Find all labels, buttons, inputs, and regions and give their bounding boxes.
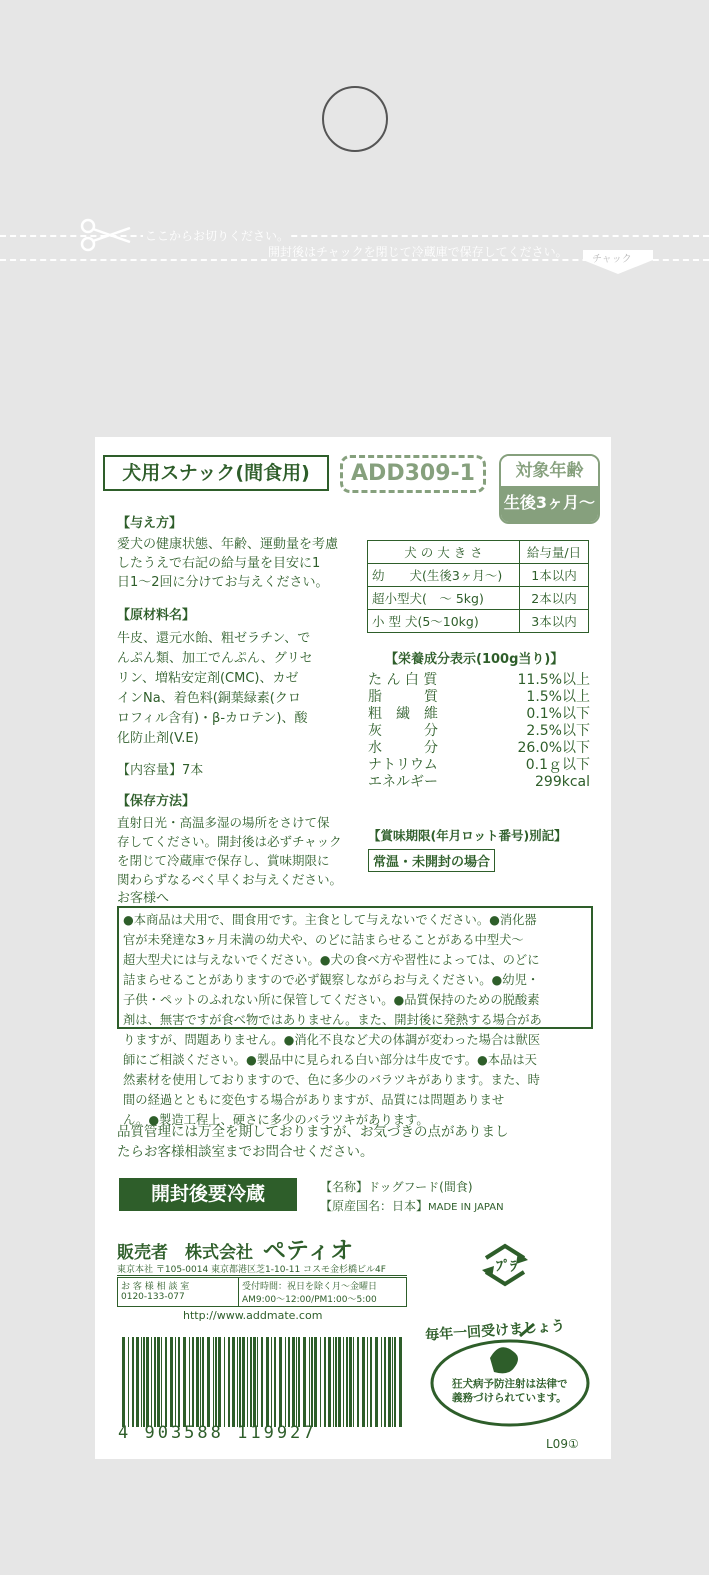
barcode-bar bbox=[154, 1337, 156, 1427]
nutrition-table bbox=[368, 672, 590, 791]
barcode-bar bbox=[122, 1337, 125, 1427]
nutrition-row: ナトリウム 0.1ｇ以下 bbox=[368, 757, 590, 773]
barcode bbox=[118, 1337, 406, 1427]
barcode-bar bbox=[136, 1337, 139, 1427]
table-header-row: 犬 の 大 き さ 給与量/日 bbox=[368, 541, 589, 564]
seller-address: 東京本社 〒105-0014 東京都港区芝1-10-11 コスモ金杉橋ビル4F bbox=[117, 1262, 407, 1276]
barcode-bar bbox=[285, 1337, 286, 1427]
nutrition-row: 粗 繊 維 0.1%以下 bbox=[368, 706, 590, 722]
barcode-bar bbox=[309, 1337, 310, 1427]
barcode-bar bbox=[165, 1337, 167, 1427]
barcode-number: 4 903588 119927 bbox=[118, 1423, 317, 1443]
barcode-bar bbox=[146, 1337, 149, 1427]
lot-code: L09① bbox=[546, 1437, 579, 1451]
barcode-bar bbox=[196, 1337, 199, 1427]
product-info bbox=[320, 1178, 504, 1217]
barcode-bar bbox=[279, 1337, 282, 1427]
product-name: 【名称】ドッグフード(間食) bbox=[320, 1180, 473, 1194]
barcode-bar bbox=[175, 1337, 176, 1427]
feeding-text: 愛犬の健康状態、年齢、運動量を考慮 したうえで右記の給与量を目安に1 日1〜2回に分けてお与えください。 bbox=[117, 537, 339, 590]
barcode-bar bbox=[392, 1337, 393, 1427]
brand-name: ペティオ bbox=[262, 1238, 354, 1264]
vaccination-slogan: 毎年一回受けましょう bbox=[424, 1318, 566, 1344]
barcode-bar bbox=[343, 1337, 344, 1427]
expiry-label: 【賞味期限(年月ロット番号)別記】 bbox=[368, 828, 567, 843]
nutrition-row: エネルギー 299kcal bbox=[368, 774, 590, 790]
barcode-bar bbox=[253, 1337, 256, 1427]
barcode-bar bbox=[338, 1337, 341, 1427]
barcode-bar bbox=[237, 1337, 238, 1427]
barcode-bar bbox=[384, 1337, 386, 1427]
origin-line: 【原産国名：日本】MADE IN JAPAN bbox=[320, 1199, 504, 1213]
barcode-bar bbox=[200, 1337, 201, 1427]
vaccination-text: 狂犬病予防注射は法律で 義務づけられています。 bbox=[452, 1378, 568, 1404]
storage-condition: 常温・未開封の場合 bbox=[368, 849, 495, 872]
quality-note: 品質管理には万全を期しておりますが、お気づきの点がありまし たらお客様相談室までお問合せください。 bbox=[117, 1124, 509, 1160]
feeding-heading: 【与え方】 bbox=[117, 516, 183, 531]
barcode-bar bbox=[189, 1337, 190, 1427]
barcode-bar bbox=[298, 1337, 300, 1427]
product-title: 犬用スナック(間食用) bbox=[103, 455, 329, 491]
barcode-bar bbox=[218, 1337, 221, 1427]
nutrition-row: 灰 分 2.5%以下 bbox=[368, 723, 590, 739]
barcode-bar bbox=[157, 1337, 160, 1427]
barcode-bar bbox=[261, 1337, 263, 1427]
consult-box: お 客 様 相 談 室 0120-133-077 受付時間：祝日を除く月〜金曜日 AM9:00〜12:00/PM1:00〜5:00 bbox=[117, 1277, 407, 1307]
barcode-bar bbox=[143, 1337, 145, 1427]
zipper-note: 開封後はチャックを閉じて冷蔵庫で保存してください。 bbox=[268, 245, 568, 259]
barcode-bar bbox=[213, 1337, 214, 1427]
target-age-badge bbox=[499, 454, 600, 524]
barcode-bar bbox=[320, 1337, 321, 1427]
hang-hole bbox=[322, 86, 388, 152]
barcode-bar bbox=[367, 1337, 368, 1427]
customer-label: お客様へ bbox=[117, 891, 170, 906]
barcode-bar bbox=[349, 1337, 352, 1427]
barcode-bar bbox=[192, 1337, 194, 1427]
barcode-bar bbox=[314, 1337, 317, 1427]
barcode-bar bbox=[183, 1337, 186, 1427]
website-url: http://www.addmate.com bbox=[183, 1309, 323, 1322]
barcode-bar bbox=[207, 1337, 210, 1427]
barcode-bar bbox=[141, 1337, 142, 1427]
barcode-bar bbox=[247, 1337, 248, 1427]
barcode-bar bbox=[239, 1337, 241, 1427]
barcode-bar bbox=[362, 1337, 365, 1427]
ingredients-heading: 【原材料名】 bbox=[117, 608, 196, 623]
nutrition-row: 脂 質 1.5%以上 bbox=[368, 689, 590, 705]
nutrition-row: た ん 白 質 11.5%以上 bbox=[368, 672, 590, 688]
scissors-icon bbox=[78, 218, 134, 252]
barcode-bar bbox=[375, 1337, 378, 1427]
barcode-bar bbox=[335, 1337, 337, 1427]
product-code: ADD309-1 bbox=[340, 455, 486, 493]
barcode-bar bbox=[381, 1337, 382, 1427]
barcode-bar bbox=[357, 1337, 359, 1427]
barcode-bar bbox=[215, 1337, 217, 1427]
refrigerate-badge: 開封後要冷蔵 bbox=[119, 1178, 297, 1211]
barcode-bar bbox=[388, 1337, 391, 1427]
feeding-size-table bbox=[367, 540, 589, 633]
barcode-bar bbox=[324, 1337, 326, 1427]
caution-box: ●本商品は犬用で、間食用です。主食として与えないでください。●消化器 官が未発達な3ヶ月未満の幼犬や、のどに詰まらせることがある中型犬〜 超大型犬には与えないでください。●犬の食べ方や習性によっては、のどに 詰まらせることがありますので必ず観察しながらお与えください。●幼児・ 子供・ペットのふれない所に保管してください。●品質保持のための脱酸素 剤は、無害ですが食べ物ではありません。また、開封後に発熱する場合があ りますが、問題ありません。●消化不良など犬の体調が変わった場合は獣医 師にご相談ください。●製品中に見られる白い部分は牛皮です。●本品は天 然素材を使用しておりますので、色に多少のバラツキがあります。また、時 間の経過とともに変色する場合がありますが、品質には問題ありませ ん。●製造工程上、硬さに多少のバラツキがあります。 bbox=[117, 906, 593, 1029]
barcode-bar bbox=[228, 1337, 230, 1427]
zipper-label: チャック bbox=[592, 254, 632, 265]
cut-here-text: ここからお切りください。 bbox=[145, 229, 290, 243]
table-row: 超小型犬( 〜 5kg) 2本以内 bbox=[368, 587, 589, 610]
barcode-bar bbox=[394, 1337, 396, 1427]
left-column bbox=[117, 512, 357, 889]
barcode-bar bbox=[353, 1337, 354, 1427]
barcode-bar bbox=[296, 1337, 297, 1427]
dog-icon bbox=[490, 1347, 518, 1373]
barcode-bar bbox=[250, 1337, 252, 1427]
svg-text:ﾌﾟﾗ: ﾌﾟﾗ bbox=[496, 1259, 517, 1275]
nutrition-row: 水 分 26.0%以下 bbox=[368, 740, 590, 756]
barcode-bar bbox=[257, 1337, 258, 1427]
barcode-bar bbox=[346, 1337, 348, 1427]
storage-heading: 【保存方法】 bbox=[117, 794, 196, 809]
barcode-bar bbox=[132, 1337, 134, 1427]
storage-text: 直射日光・高温多湿の場所をさけて保 存してください。開封後は必ずチャック を閉じて冷蔵庫で保存し、賞味期限に 関わらずなるべく早くお与えください。 bbox=[117, 815, 343, 887]
barcode-bar bbox=[202, 1337, 204, 1427]
barcode-bar bbox=[399, 1337, 402, 1427]
barcode-bar bbox=[303, 1337, 306, 1427]
barcode-bar bbox=[328, 1337, 331, 1427]
barcode-bar bbox=[292, 1337, 295, 1427]
barcode-bar bbox=[161, 1337, 162, 1427]
barcode-bar bbox=[232, 1337, 235, 1427]
target-age-value: 生後3ヶ月〜 bbox=[501, 486, 598, 522]
ingredients-text: 牛皮、還元水飴、粗ゼラチン、で んぷん類、加工でんぷん、グリセ リン、増粘安定剤(CMC)、カゼ インNa、着色料(銅葉緑素(クロ ロフィル含有)・β-カロテン)、酸 化防止剤(V.E) bbox=[117, 631, 313, 746]
barcode-bar bbox=[333, 1337, 334, 1427]
barcode-bar bbox=[242, 1337, 245, 1427]
nutrition-heading: 【栄養成分表示(100g当り)】 bbox=[385, 652, 564, 667]
barcode-bar bbox=[266, 1337, 269, 1427]
barcode-bar bbox=[311, 1337, 313, 1427]
barcode-bar bbox=[151, 1337, 152, 1427]
barcode-bar bbox=[224, 1337, 225, 1427]
recycle-plastic-icon bbox=[478, 1238, 532, 1292]
barcode-bar bbox=[288, 1337, 290, 1427]
target-age-label: 対象年齢 bbox=[501, 456, 598, 486]
barcode-bar bbox=[274, 1337, 276, 1427]
barcode-bar bbox=[370, 1337, 372, 1427]
barcode-bar bbox=[178, 1337, 180, 1427]
table-row: 小 型 犬(5〜10kg) 3本以内 bbox=[368, 610, 589, 633]
barcode-bar bbox=[170, 1337, 173, 1427]
barcode-bar bbox=[271, 1337, 272, 1427]
barcode-bar bbox=[128, 1337, 129, 1427]
content-amount: 【内容量】7本 bbox=[117, 763, 204, 778]
seller-line bbox=[117, 1232, 353, 1265]
table-row: 幼 犬(生後3ヶ月〜) 1本以内 bbox=[368, 564, 589, 587]
seller-label: 販売者 株式会社 bbox=[117, 1243, 253, 1263]
